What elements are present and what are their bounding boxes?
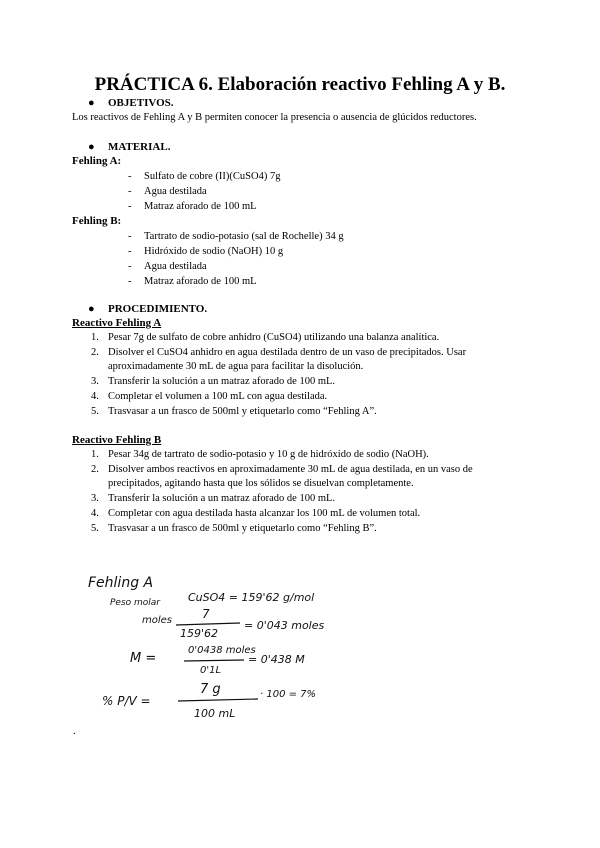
hw-title: Fehling A [88,575,154,591]
step-text: Completar el volumen a 100 mL con agua destilada. [108,391,328,402]
hw-peso-value: CuSO4 = 159'62 g/mol [188,591,315,604]
hw-m-den: 0'1L [200,665,222,676]
step-text: Trasvasar a un frasco de 500ml y etiquetarlo como “Fehling B”. [108,523,377,534]
list-item: Matraz aforado de 100 mL [144,276,257,287]
step-text: Transferir la solución a un matraz aforado de 100 mL. [108,493,336,504]
reactivo-b-label: Reactivo Fehling B [72,434,162,446]
list-dash: - [128,186,132,197]
list-item: Hidróxido de sodio (NaOH) 10 g [144,246,284,257]
hw-moles-num: 7 [202,607,210,621]
hw-m-result: = 0'438 M [248,653,305,666]
step-text: Disolver el CuSO4 anhidro en agua destilada dentro de un vaso de precipitados. Usar [108,347,467,358]
step-text: Completar con agua destilada hasta alcanzar los 100 mL de volumen total. [108,508,421,519]
step-text: Pesar 7g de sulfato de cobre anhidro (CuSO4) utilizando una balanza analítica. [108,332,440,343]
handwritten-calculation-drawing [80,565,380,740]
bullet-icon: ● [88,303,95,315]
hw-pv-result: · 100 = 7% [260,689,317,700]
hw-pv-label: % P/V = [102,694,151,708]
bullet-icon: ● [88,97,95,109]
list-dash: - [128,261,132,272]
list-dash: - [128,201,132,212]
objetivos-text: Los reactivos de Fehling A y B permiten conocer la presencia o ausencia de glúcidos reductores. [72,112,477,123]
section-heading-objetivos: OBJETIVOS. [108,97,174,109]
section-heading-procedimiento: PROCEDIMIENTO. [108,303,208,315]
list-item: Matraz aforado de 100 mL [144,201,257,212]
step-text: Trasvasar a un frasco de 500ml y etiquetarlo como “Fehling A”. [108,406,377,417]
hw-moles-den: 159'62 [180,627,219,640]
hw-peso-label: Peso molar [110,598,161,608]
hw-m-label: M = [130,651,157,666]
list-item: Tartrato de sodio-potasio (sal de Rochelle) 34 g [144,231,344,242]
list-item: Sulfato de cobre (II)(CuSO4) 7g [144,171,281,182]
hw-fraction-line [178,699,258,701]
step-number: 4. [91,508,99,519]
list-dash: - [128,171,132,182]
step-number: 1. [91,449,99,460]
list-dash: - [128,276,132,287]
list-dash: - [128,246,132,257]
hw-moles-result: = 0'043 moles [244,619,325,632]
step-number: 5. [91,406,99,417]
hw-fraction-line [176,623,240,625]
list-item: Agua destilada [144,261,207,272]
page-title: PRÁCTICA 6. Elaboración reactivo Fehling A y B. [94,74,506,95]
step-text: Pesar 34g de tartrato de sodio-potasio y 10 g de hidróxido de sodio (NaOH). [108,449,429,460]
section-heading-material: MATERIAL. [108,141,171,153]
hw-pv-den: 100 mL [194,707,236,720]
reactivo-a-label: Reactivo Fehling A [72,317,162,329]
step-text: Disolver ambos reactivos en aproximadamente 30 mL de agua destilada, en un vaso de [108,464,473,475]
step-number: 3. [91,376,99,387]
hw-pv-num: 7 g [200,682,221,697]
handwritten-calculation [80,565,380,740]
step-number: 5. [91,523,99,534]
step-text: precipitados, agitando hasta que los sólidos se disuelvan completamente. [108,478,414,489]
footer-mark: . [73,726,76,737]
fehling-a-label: Fehling A: [72,155,122,167]
step-number: 4. [91,391,99,402]
hw-fraction-line [184,660,244,661]
step-number: 3. [91,493,99,504]
step-number: 2. [91,347,99,358]
hw-moles-label: moles [142,615,172,626]
fehling-b-label: Fehling B: [72,215,122,227]
step-text: Transferir la solución a un matraz aforado de 100 mL. [108,376,336,387]
step-number: 1. [91,332,99,343]
bullet-icon: ● [88,141,95,153]
list-dash: - [128,231,132,242]
hw-m-num: 0'0438 moles [188,645,256,656]
list-item: Agua destilada [144,186,207,197]
step-number: 2. [91,464,99,475]
step-text: aproximadamente 30 mL de agua para facilitar la disolución. [108,361,364,372]
